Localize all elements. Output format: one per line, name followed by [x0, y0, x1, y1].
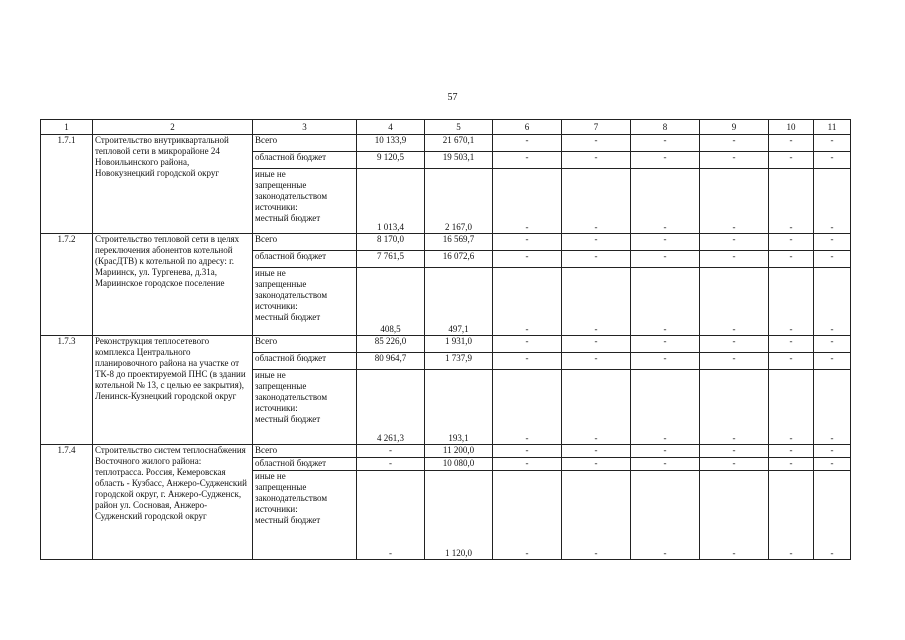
item-number: 1.7.2 [41, 234, 93, 336]
funding-source-cell [253, 234, 357, 251]
value-cell: - [700, 471, 769, 560]
value-cell: - [631, 169, 700, 234]
value-cell: - [631, 471, 700, 560]
value-cell: - [493, 336, 562, 353]
value-cell: - [700, 458, 769, 471]
funding-source: иные не запрещенные законодательством источники: местный бюджет [255, 268, 328, 322]
funding-source-cell [253, 135, 357, 152]
value-cell: - [631, 268, 700, 336]
value-cell: - [769, 370, 814, 445]
value-cell: - [562, 458, 631, 471]
value-cell: - [493, 471, 562, 560]
budget-table [40, 119, 851, 560]
value-cell: - [493, 251, 562, 268]
value-cell: - [769, 234, 814, 251]
funding-source: областной бюджет [255, 353, 327, 363]
item-name: Строительство тепловой сети в целях переключения абонентов котельной (КрасДТВ) к котельной по адресу: г. Мариинск, ул. Тургенева, д.31а, Мариинское городское поселение [93, 234, 253, 336]
table-row [41, 336, 851, 353]
value-cell: - [814, 445, 851, 458]
value-cell: 85 226,0 [357, 336, 425, 353]
item-name: Строительство систем теплоснабжения Восточного жилого района: теплотрасса. Россия, Кемеровская область - Кузбасс, Анжеро-Судженский городской округ, г. Анжеро-Судженск, район ул. Сосновая, Анжеро-Судженский городской округ [93, 445, 253, 560]
header-cell: 11 [814, 120, 851, 135]
value-cell: - [700, 234, 769, 251]
funding-source-cell [253, 458, 357, 471]
value-cell: 408,5 [357, 268, 425, 336]
value-cell: - [631, 152, 700, 169]
value-cell: - [631, 353, 700, 370]
value-cell: 16 072,6 [425, 251, 493, 268]
value-cell: - [493, 445, 562, 458]
header-cell: 6 [493, 120, 562, 135]
funding-source-cell [253, 169, 357, 234]
value-cell: - [814, 471, 851, 560]
value-cell: - [493, 268, 562, 336]
value-cell: 11 200,0 [425, 445, 493, 458]
value-cell: - [631, 458, 700, 471]
table-body [41, 120, 851, 560]
value-cell: 9 120,5 [357, 152, 425, 169]
value-cell: - [769, 445, 814, 458]
value-cell: - [814, 251, 851, 268]
item-name: Реконструкция теплосетевого комплекса Центрального планировочного района на участке от ТК-8 до проектируемой ПНС (в здании котельной № 13, с целью ее закрытия), Ленинск-Кузнецкий городской округ [93, 336, 253, 445]
value-cell: - [562, 268, 631, 336]
value-cell: - [493, 152, 562, 169]
value-cell: - [357, 471, 425, 560]
header-cell: 8 [631, 120, 700, 135]
value-cell: - [769, 251, 814, 268]
value-cell: - [769, 169, 814, 234]
value-cell: - [814, 336, 851, 353]
value-cell: - [631, 251, 700, 268]
value-cell: - [493, 458, 562, 471]
value-cell: 2 167,0 [425, 169, 493, 234]
value-cell: - [814, 458, 851, 471]
value-cell: 193,1 [425, 370, 493, 445]
funding-source: иные не запрещенные законодательством источники: местный бюджет [255, 370, 328, 424]
value-cell: - [700, 268, 769, 336]
value-cell: 7 761,5 [357, 251, 425, 268]
value-cell: - [814, 169, 851, 234]
funding-source-cell [253, 336, 357, 353]
header-cell: 2 [93, 120, 253, 135]
value-cell: - [769, 268, 814, 336]
funding-source: Всего [255, 445, 278, 455]
value-cell: 19 503,1 [425, 152, 493, 169]
value-cell: - [493, 169, 562, 234]
value-cell: - [700, 353, 769, 370]
value-cell: - [700, 169, 769, 234]
header-cell: 9 [700, 120, 769, 135]
value-cell: - [814, 234, 851, 251]
value-cell: - [769, 336, 814, 353]
value-cell: - [493, 353, 562, 370]
header-cell: 1 [41, 120, 93, 135]
value-cell: - [700, 445, 769, 458]
value-cell: 80 964,7 [357, 353, 425, 370]
item-name: Строительство внутриквартальной тепловой сети в микрорайоне 24 Новоильинского района, Новокузнецкий городской округ [93, 135, 253, 234]
value-cell: - [562, 251, 631, 268]
value-cell: 1 120,0 [425, 471, 493, 560]
funding-source: иные не запрещенные законодательством источники: местный бюджет [255, 471, 328, 525]
value-cell: - [700, 152, 769, 169]
funding-source: областной бюджет [255, 458, 327, 468]
funding-source-cell [253, 251, 357, 268]
funding-source-cell [253, 445, 357, 458]
value-cell: - [493, 234, 562, 251]
value-cell: - [562, 370, 631, 445]
value-cell: - [631, 234, 700, 251]
value-cell: - [562, 353, 631, 370]
value-cell: - [700, 251, 769, 268]
value-cell: - [493, 370, 562, 445]
value-cell: - [357, 445, 425, 458]
table-row [41, 445, 851, 458]
value-cell: - [562, 471, 631, 560]
value-cell: 4 261,3 [357, 370, 425, 445]
item-number: 1.7.3 [41, 336, 93, 445]
value-cell: - [562, 152, 631, 169]
value-cell: - [562, 135, 631, 152]
funding-source-cell [253, 268, 357, 336]
value-cell: 16 569,7 [425, 234, 493, 251]
page-number: 57 [447, 92, 458, 103]
header-cell: 5 [425, 120, 493, 135]
header-row [41, 120, 851, 135]
table-row [41, 135, 851, 152]
funding-source-cell [253, 370, 357, 445]
value-cell: - [631, 336, 700, 353]
value-cell: - [631, 370, 700, 445]
value-cell: - [562, 445, 631, 458]
funding-source-cell [253, 152, 357, 169]
value-cell: - [700, 135, 769, 152]
value-cell: 21 670,1 [425, 135, 493, 152]
header-cell: 3 [253, 120, 357, 135]
value-cell: - [814, 268, 851, 336]
value-cell: - [700, 336, 769, 353]
value-cell: - [814, 370, 851, 445]
value-cell: 1 737,9 [425, 353, 493, 370]
funding-source: областной бюджет [255, 251, 327, 261]
value-cell: - [631, 135, 700, 152]
value-cell: 1 013,4 [357, 169, 425, 234]
item-number: 1.7.4 [41, 445, 93, 560]
value-cell: - [814, 152, 851, 169]
funding-source-cell [253, 353, 357, 370]
value-cell: - [769, 471, 814, 560]
value-cell: - [631, 445, 700, 458]
funding-source: Всего [255, 135, 278, 145]
funding-source: областной бюджет [255, 152, 327, 162]
funding-source: Всего [255, 234, 278, 244]
table-row [41, 234, 851, 251]
value-cell: 497,1 [425, 268, 493, 336]
value-cell: 8 170,0 [357, 234, 425, 251]
value-cell: - [562, 234, 631, 251]
funding-source: иные не запрещенные законодательством источники: местный бюджет [255, 169, 328, 223]
value-cell: 10 133,9 [357, 135, 425, 152]
value-cell: - [562, 169, 631, 234]
value-cell: - [769, 152, 814, 169]
value-cell: - [769, 135, 814, 152]
value-cell: - [769, 458, 814, 471]
value-cell: 10 080,0 [425, 458, 493, 471]
header-cell: 10 [769, 120, 814, 135]
header-cell: 4 [357, 120, 425, 135]
item-number: 1.7.1 [41, 135, 93, 234]
header-cell: 7 [562, 120, 631, 135]
value-cell: - [814, 353, 851, 370]
value-cell: - [769, 353, 814, 370]
value-cell: 1 931,0 [425, 336, 493, 353]
value-cell: - [562, 336, 631, 353]
value-cell: - [493, 135, 562, 152]
funding-source: Всего [255, 336, 278, 346]
value-cell: - [700, 370, 769, 445]
value-cell: - [357, 458, 425, 471]
value-cell: - [814, 135, 851, 152]
funding-source-cell [253, 471, 357, 560]
